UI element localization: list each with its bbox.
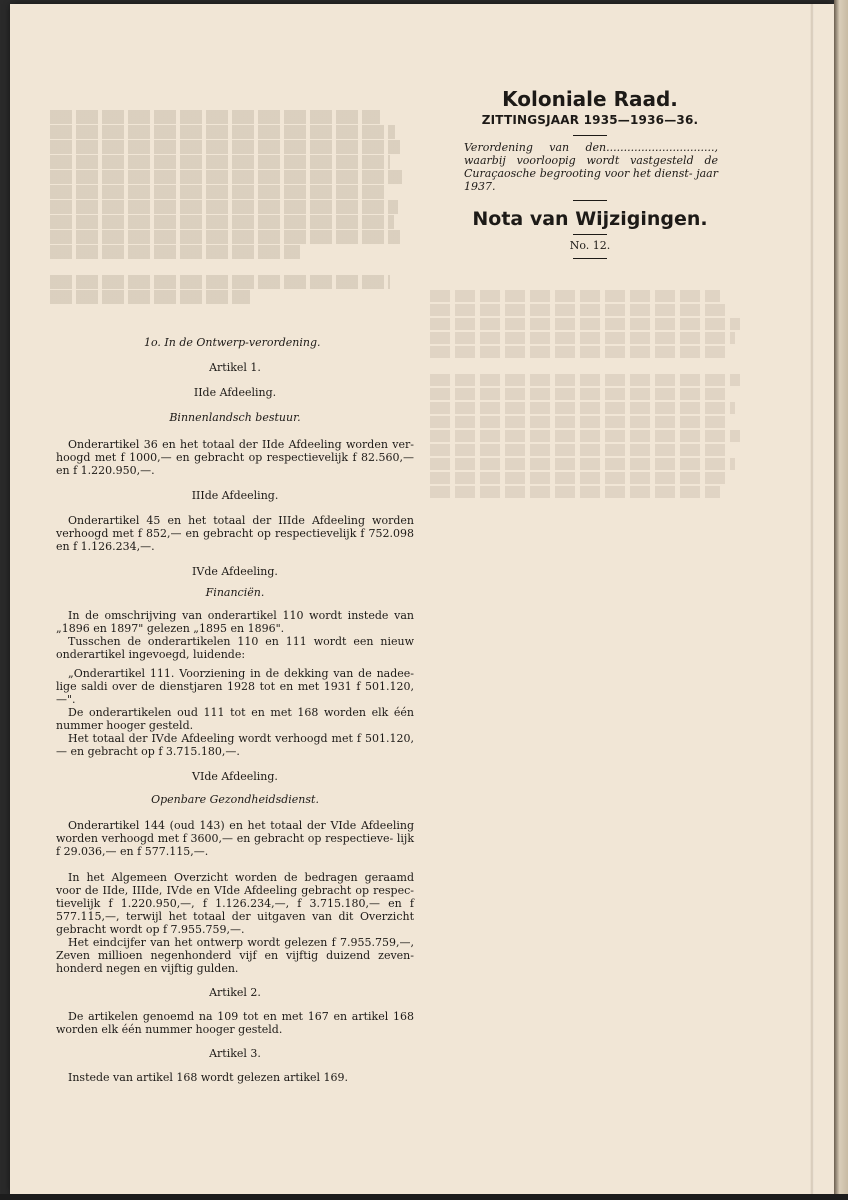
nota-title: Nota van Wijzigingen. [472, 208, 708, 230]
division-heading: IVde Afdeeling. [192, 565, 278, 578]
document-number: No. 12. [569, 239, 611, 252]
ordinance-subject: Verordening van den..............................., waarbij voorloopig wordt vastgesteld de Curaçaosche begrooting voor het dienst- jaar 1937. [464, 141, 718, 193]
division-heading: IIde Afdeeling. [193, 386, 277, 399]
division-heading: IIIde Afdeeling. [191, 489, 279, 502]
paragraph: Het totaal der IVde Afdeeling wordt verhoogd met f 501.120,— en gebracht op f 3.715.180,—. [56, 732, 414, 758]
paragraph: „Onderartikel 111. Voorziening in de dekking van de nadee- lige saldi over de dienstjaren 1928 tot en met 1931 f 501.120,—". [56, 667, 414, 706]
paragraph: Onderartikel 36 en het totaal der IIde Afdeeling worden ver- hoogd met f 1000,— en gebracht op respectievelijk f 82.560,— en f 1.220.950,—. [56, 438, 414, 477]
divider [573, 200, 607, 201]
paragraph: De artikelen genoemd na 109 tot en met 167 en artikel 168 worden elk één nummer hooger gesteld. [56, 1010, 414, 1036]
scan-border [0, 1194, 848, 1200]
division-heading: VIde Afdeeling. [192, 770, 278, 783]
section-heading: 1o. In de Ontwerp-verordening. [144, 336, 321, 349]
division-subheading: Binnenlandsch bestuur. [169, 411, 301, 424]
paragraph: Instede van artikel 168 wordt gelezen artikel 169. [68, 1071, 349, 1084]
document-header [462, 86, 718, 264]
bleed-through-text-right [430, 290, 790, 500]
paragraph: De onderartikelen oud 111 tot en met 168 worden elk één nummer hooger gesteld. [56, 706, 414, 732]
article-heading: Artikel 2. [209, 986, 261, 999]
page-edge [834, 0, 848, 1200]
paragraph: In de omschrijving van onderartikel 110 wordt instede van „1896 en 1897" gelezen „1895 en 1896". [56, 609, 414, 635]
council-title: Koloniale Raad. [502, 87, 678, 111]
paragraph: Onderartikel 144 (oud 143) en het totaal der VIde Afdeeling worden verhoogd met f 3600,— en gebracht op respectieve- lijk f 29.036,— en f 577.115,—. [56, 819, 414, 858]
page-fold [810, 4, 814, 1194]
article-heading: Artikel 1. [209, 361, 261, 374]
paragraph: Tusschen de onderartikelen 110 en 111 wordt een nieuw onderartikel ingevoegd, luidende: [56, 635, 414, 661]
session-year: ZITTINGSJAAR 1935—1936—36. [481, 113, 699, 127]
division-subheading: Financiën. [205, 586, 265, 599]
paragraph: Onderartikel 45 en het totaal der IIIde Afdeeling worden verhoogd met f 852,— en gebracht op respectievelijk f 752.098 en f 1.126.234,—. [56, 514, 414, 553]
divider [573, 234, 607, 235]
paragraph: Het eindcijfer van het ontwerp wordt gelezen f 7.955.759,—, Zeven millioen negenhonderd vijf en vijftig duizend zeven- honderd negen en vijftig gulden. [56, 936, 414, 975]
article-heading: Artikel 3. [209, 1047, 261, 1060]
paragraph: In het Algemeen Overzicht worden de bedragen geraamd voor de IIde, IIIde, IVde en VIde Afdeeling gebracht op respec- tievelijk f 1.220.950,—, f 1.126.234,—, f 3.715.180,— en f 577.115,—, terwijl het totaal der uitgaven van dit Overzicht gebracht wordt op f 7.955.759,—. [56, 871, 414, 936]
divider [573, 258, 607, 259]
document-body [56, 336, 414, 1084]
division-subheading: Openbare Gezondheidsdienst. [151, 793, 319, 806]
divider [573, 135, 607, 136]
bleed-through-text [50, 110, 410, 305]
